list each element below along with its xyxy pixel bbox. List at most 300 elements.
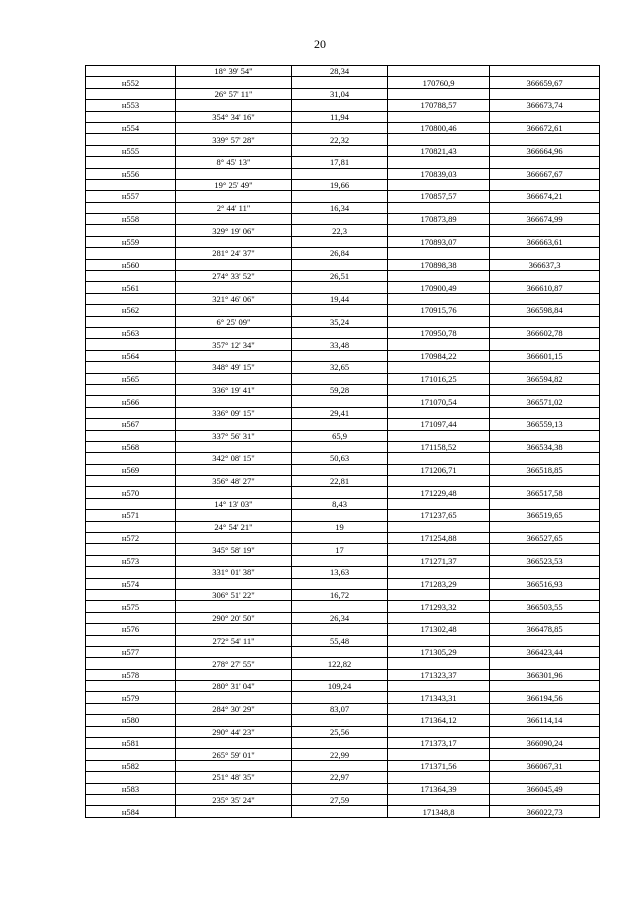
table-row	[86, 487, 600, 498]
point-label-cell	[86, 589, 176, 600]
coordinate-x-cell	[388, 498, 490, 509]
point-label-cell: н564	[86, 350, 176, 361]
point-label-cell	[86, 179, 176, 190]
point-label-cell	[86, 134, 176, 145]
distance-cell: 22,81	[292, 476, 388, 487]
table-row	[86, 305, 600, 316]
distance-cell	[292, 236, 388, 247]
direction-angle-cell	[176, 601, 292, 612]
point-label-cell: н569	[86, 464, 176, 475]
coordinate-x-cell	[388, 703, 490, 714]
table-row	[86, 441, 600, 452]
direction-angle-cell: 337° 56' 31"	[176, 430, 292, 441]
distance-cell	[292, 601, 388, 612]
direction-angle-cell	[176, 327, 292, 338]
coordinate-y-cell	[490, 612, 600, 623]
direction-angle-cell: 357° 12' 34"	[176, 339, 292, 350]
direction-angle-cell	[176, 715, 292, 726]
distance-cell: 32,65	[292, 362, 388, 373]
direction-angle-cell	[176, 282, 292, 293]
distance-cell	[292, 419, 388, 430]
point-label-cell	[86, 225, 176, 236]
point-label-cell: н555	[86, 145, 176, 156]
direction-angle-cell	[176, 122, 292, 133]
distance-cell: 26,84	[292, 248, 388, 259]
coordinate-x-cell	[388, 157, 490, 168]
direction-angle-cell: 284° 30' 29"	[176, 703, 292, 714]
table-row	[86, 362, 600, 373]
distance-cell: 11,94	[292, 111, 388, 122]
table-row	[86, 373, 600, 384]
coordinate-x-cell: 171254,88	[388, 533, 490, 544]
coordinate-x-cell	[388, 635, 490, 646]
point-label-cell	[86, 430, 176, 441]
table-row	[86, 225, 600, 236]
coordinate-x-cell	[388, 612, 490, 623]
coordinate-y-cell	[490, 111, 600, 122]
distance-cell: 22,3	[292, 225, 388, 236]
direction-angle-cell	[176, 533, 292, 544]
direction-angle-cell: 342° 08' 15"	[176, 453, 292, 464]
coordinate-x-cell	[388, 111, 490, 122]
point-label-cell: н568	[86, 441, 176, 452]
table-row	[86, 476, 600, 487]
coordinate-x-cell: 170821,43	[388, 145, 490, 156]
coordinate-y-cell: 366523,53	[490, 555, 600, 566]
direction-angle-cell: 290° 44' 23"	[176, 726, 292, 737]
coordinate-x-cell: 170839,03	[388, 168, 490, 179]
table-row	[86, 100, 600, 111]
distance-cell	[292, 100, 388, 111]
table-row	[86, 134, 600, 145]
distance-cell: 50,63	[292, 453, 388, 464]
coordinate-x-cell	[388, 681, 490, 692]
direction-angle-cell	[176, 350, 292, 361]
direction-angle-cell: 24° 54' 21"	[176, 521, 292, 532]
coordinate-y-cell: 366045,49	[490, 783, 600, 794]
coordinate-y-cell	[490, 498, 600, 509]
table-row	[86, 578, 600, 589]
coordinate-y-cell	[490, 430, 600, 441]
point-label-cell	[86, 384, 176, 395]
direction-angle-cell	[176, 396, 292, 407]
coordinate-x-cell: 170915,76	[388, 305, 490, 316]
distance-cell	[292, 282, 388, 293]
table-row	[86, 510, 600, 521]
point-label-cell	[86, 248, 176, 259]
point-label-cell	[86, 66, 176, 77]
point-label-cell: н580	[86, 715, 176, 726]
coordinate-x-cell	[388, 521, 490, 532]
coordinate-x-cell: 171348,8	[388, 806, 490, 817]
coordinate-x-cell	[388, 134, 490, 145]
coordinate-x-cell: 171097,44	[388, 419, 490, 430]
table-row	[86, 77, 600, 88]
distance-cell	[292, 510, 388, 521]
table-row	[86, 236, 600, 247]
point-label-cell	[86, 88, 176, 99]
distance-cell	[292, 738, 388, 749]
coordinate-x-cell: 171302,48	[388, 624, 490, 635]
point-label-cell: н571	[86, 510, 176, 521]
distance-cell	[292, 441, 388, 452]
point-label-cell	[86, 544, 176, 555]
distance-cell	[292, 373, 388, 384]
coordinate-y-cell: 366610,87	[490, 282, 600, 293]
coordinate-x-cell	[388, 476, 490, 487]
direction-angle-cell	[176, 441, 292, 452]
point-label-cell	[86, 453, 176, 464]
coordinate-y-cell	[490, 658, 600, 669]
point-label-cell: н570	[86, 487, 176, 498]
table-row	[86, 271, 600, 282]
point-label-cell	[86, 726, 176, 737]
coordinate-y-cell: 366571,02	[490, 396, 600, 407]
coordinate-x-cell: 171070,54	[388, 396, 490, 407]
coordinate-y-cell: 366194,56	[490, 692, 600, 703]
table-row	[86, 555, 600, 566]
distance-cell: 59,28	[292, 384, 388, 395]
table-row	[86, 419, 600, 430]
table-row	[86, 738, 600, 749]
distance-cell	[292, 692, 388, 703]
distance-cell: 17,81	[292, 157, 388, 168]
coordinate-y-cell: 366519,65	[490, 510, 600, 521]
direction-angle-cell	[176, 783, 292, 794]
coordinate-x-cell: 171343,31	[388, 692, 490, 703]
coordinate-y-cell	[490, 635, 600, 646]
coordinate-x-cell: 171158,52	[388, 441, 490, 452]
direction-angle-cell	[176, 464, 292, 475]
coordinate-x-cell: 170857,57	[388, 191, 490, 202]
coordinate-x-cell: 171293,32	[388, 601, 490, 612]
table-row	[86, 715, 600, 726]
table-row	[86, 202, 600, 213]
coordinate-x-cell: 171373,17	[388, 738, 490, 749]
point-label-cell	[86, 111, 176, 122]
point-label-cell	[86, 772, 176, 783]
coordinate-y-cell	[490, 248, 600, 259]
coordinate-y-cell	[490, 316, 600, 327]
point-label-cell: н581	[86, 738, 176, 749]
point-label-cell: н565	[86, 373, 176, 384]
distance-cell	[292, 350, 388, 361]
coordinate-x-cell: 170893,07	[388, 236, 490, 247]
distance-cell	[292, 669, 388, 680]
direction-angle-cell: 19° 25' 49"	[176, 179, 292, 190]
table-row	[86, 612, 600, 623]
distance-cell	[292, 578, 388, 589]
table-row	[86, 726, 600, 737]
point-label-cell: н559	[86, 236, 176, 247]
direction-angle-cell	[176, 806, 292, 817]
coordinate-y-cell: 366423,44	[490, 646, 600, 657]
distance-cell	[292, 396, 388, 407]
coordinate-x-cell	[388, 749, 490, 760]
coordinate-y-cell	[490, 134, 600, 145]
distance-cell: 33,48	[292, 339, 388, 350]
point-label-cell	[86, 339, 176, 350]
point-label-cell	[86, 681, 176, 692]
direction-angle-cell	[176, 578, 292, 589]
distance-cell: 55,48	[292, 635, 388, 646]
coordinate-x-cell	[388, 384, 490, 395]
coordinates-table-body	[86, 66, 600, 818]
table-row	[86, 145, 600, 156]
table-row	[86, 214, 600, 225]
distance-cell: 8,43	[292, 498, 388, 509]
distance-cell	[292, 327, 388, 338]
coordinate-y-cell	[490, 157, 600, 168]
direction-angle-cell: 14° 13' 03"	[176, 498, 292, 509]
point-label-cell	[86, 658, 176, 669]
distance-cell	[292, 624, 388, 635]
direction-angle-cell	[176, 236, 292, 247]
coordinate-y-cell	[490, 772, 600, 783]
distance-cell	[292, 715, 388, 726]
coordinate-x-cell: 171237,65	[388, 510, 490, 521]
coordinate-y-cell	[490, 453, 600, 464]
direction-angle-cell: 2° 44' 11"	[176, 202, 292, 213]
distance-cell: 83,07	[292, 703, 388, 714]
point-label-cell	[86, 316, 176, 327]
distance-cell	[292, 646, 388, 657]
direction-angle-cell: 18° 39' 54"	[176, 66, 292, 77]
coordinate-y-cell: 366667,67	[490, 168, 600, 179]
coordinate-y-cell	[490, 589, 600, 600]
coordinate-y-cell	[490, 339, 600, 350]
direction-angle-cell	[176, 259, 292, 270]
coordinate-y-cell	[490, 293, 600, 304]
point-label-cell: н558	[86, 214, 176, 225]
distance-cell: 25,56	[292, 726, 388, 737]
distance-cell: 16,34	[292, 202, 388, 213]
point-label-cell: н582	[86, 760, 176, 771]
coordinate-y-cell	[490, 271, 600, 282]
direction-angle-cell	[176, 646, 292, 657]
coordinate-y-cell	[490, 476, 600, 487]
coordinate-y-cell: 366598,84	[490, 305, 600, 316]
coordinate-x-cell	[388, 567, 490, 578]
coordinate-y-cell: 366659,67	[490, 77, 600, 88]
direction-angle-cell	[176, 692, 292, 703]
distance-cell: 122,82	[292, 658, 388, 669]
coordinate-y-cell: 366090,24	[490, 738, 600, 749]
table-row	[86, 795, 600, 806]
table-row	[86, 327, 600, 338]
table-row	[86, 806, 600, 817]
point-label-cell	[86, 362, 176, 373]
distance-cell: 65,9	[292, 430, 388, 441]
point-label-cell	[86, 567, 176, 578]
coordinate-x-cell	[388, 248, 490, 259]
table-row	[86, 248, 600, 259]
coordinate-y-cell	[490, 567, 600, 578]
distance-cell	[292, 305, 388, 316]
point-label-cell: н553	[86, 100, 176, 111]
point-label-cell: н567	[86, 419, 176, 430]
coordinate-y-cell	[490, 225, 600, 236]
coordinate-y-cell	[490, 66, 600, 77]
direction-angle-cell: 281° 24' 37"	[176, 248, 292, 259]
point-label-cell	[86, 498, 176, 509]
distance-cell: 28,34	[292, 66, 388, 77]
table-row	[86, 282, 600, 293]
direction-angle-cell: 345° 58' 19"	[176, 544, 292, 555]
coordinate-y-cell: 366664,96	[490, 145, 600, 156]
table-row	[86, 168, 600, 179]
distance-cell: 29,41	[292, 407, 388, 418]
coordinate-x-cell	[388, 430, 490, 441]
table-row	[86, 191, 600, 202]
point-label-cell: н575	[86, 601, 176, 612]
table-row	[86, 179, 600, 190]
direction-angle-cell: 354° 34' 16"	[176, 111, 292, 122]
direction-angle-cell	[176, 145, 292, 156]
distance-cell: 27,59	[292, 795, 388, 806]
coordinate-y-cell	[490, 179, 600, 190]
distance-cell: 19,66	[292, 179, 388, 190]
distance-cell	[292, 168, 388, 179]
coordinate-x-cell: 171371,56	[388, 760, 490, 771]
point-label-cell	[86, 703, 176, 714]
coordinate-x-cell	[388, 772, 490, 783]
distance-cell	[292, 77, 388, 88]
coordinate-x-cell	[388, 66, 490, 77]
point-label-cell: н560	[86, 259, 176, 270]
coordinate-x-cell: 170760,9	[388, 77, 490, 88]
coordinate-x-cell	[388, 179, 490, 190]
distance-cell: 26,51	[292, 271, 388, 282]
direction-angle-cell: 321° 46' 06"	[176, 293, 292, 304]
table-row	[86, 544, 600, 555]
distance-cell: 17	[292, 544, 388, 555]
point-label-cell: н563	[86, 327, 176, 338]
coordinate-x-cell: 171323,37	[388, 669, 490, 680]
direction-angle-cell: 265° 59' 01"	[176, 749, 292, 760]
point-label-cell	[86, 612, 176, 623]
distance-cell: 16,72	[292, 589, 388, 600]
direction-angle-cell: 26° 57' 11"	[176, 88, 292, 99]
direction-angle-cell	[176, 760, 292, 771]
coordinate-x-cell	[388, 407, 490, 418]
table-row	[86, 111, 600, 122]
point-label-cell: н572	[86, 533, 176, 544]
coordinate-y-cell: 366067,31	[490, 760, 600, 771]
coordinate-x-cell	[388, 225, 490, 236]
coordinate-x-cell	[388, 339, 490, 350]
table-row	[86, 66, 600, 77]
table-row	[86, 384, 600, 395]
distance-cell: 109,24	[292, 681, 388, 692]
direction-angle-cell	[176, 168, 292, 179]
coordinate-x-cell	[388, 271, 490, 282]
distance-cell: 22,99	[292, 749, 388, 760]
point-label-cell	[86, 157, 176, 168]
coordinate-y-cell: 366517,58	[490, 487, 600, 498]
table-row	[86, 624, 600, 635]
distance-cell	[292, 259, 388, 270]
coordinate-y-cell: 366478,85	[490, 624, 600, 635]
table-row	[86, 533, 600, 544]
coordinate-x-cell: 171305,29	[388, 646, 490, 657]
distance-cell	[292, 122, 388, 133]
direction-angle-cell	[176, 305, 292, 316]
point-label-cell: н566	[86, 396, 176, 407]
point-label-cell: н578	[86, 669, 176, 680]
table-row	[86, 567, 600, 578]
coordinate-y-cell: 366559,13	[490, 419, 600, 430]
direction-angle-cell: 6° 25' 09"	[176, 316, 292, 327]
direction-angle-cell: 348° 49' 15"	[176, 362, 292, 373]
point-label-cell	[86, 271, 176, 282]
table-row	[86, 464, 600, 475]
direction-angle-cell: 306° 51' 22"	[176, 589, 292, 600]
direction-angle-cell: 331° 01' 38"	[176, 567, 292, 578]
distance-cell	[292, 145, 388, 156]
table-row	[86, 749, 600, 760]
coordinate-y-cell	[490, 521, 600, 532]
table-row	[86, 772, 600, 783]
distance-cell	[292, 533, 388, 544]
table-row	[86, 692, 600, 703]
coordinate-y-cell: 366516,93	[490, 578, 600, 589]
direction-angle-cell	[176, 487, 292, 498]
table-row	[86, 293, 600, 304]
coordinate-y-cell	[490, 795, 600, 806]
direction-angle-cell	[176, 77, 292, 88]
table-row	[86, 783, 600, 794]
coordinate-x-cell	[388, 453, 490, 464]
direction-angle-cell: 235° 35' 24"	[176, 795, 292, 806]
coordinate-x-cell: 170900,49	[388, 282, 490, 293]
point-label-cell: н583	[86, 783, 176, 794]
table-row	[86, 589, 600, 600]
direction-angle-cell	[176, 510, 292, 521]
direction-angle-cell: 329° 19' 06"	[176, 225, 292, 236]
direction-angle-cell	[176, 373, 292, 384]
distance-cell: 19,44	[292, 293, 388, 304]
coordinate-y-cell	[490, 407, 600, 418]
coordinate-x-cell	[388, 544, 490, 555]
coordinate-y-cell: 366114,14	[490, 715, 600, 726]
table-row	[86, 646, 600, 657]
coordinate-y-cell: 366503,55	[490, 601, 600, 612]
distance-cell	[292, 464, 388, 475]
distance-cell	[292, 214, 388, 225]
coordinate-x-cell	[388, 88, 490, 99]
coordinate-y-cell: 366518,85	[490, 464, 600, 475]
distance-cell	[292, 487, 388, 498]
table-row	[86, 601, 600, 612]
direction-angle-cell	[176, 555, 292, 566]
point-label-cell: н561	[86, 282, 176, 293]
coordinate-y-cell	[490, 202, 600, 213]
table-row	[86, 122, 600, 133]
coordinate-x-cell: 171283,29	[388, 578, 490, 589]
coordinate-x-cell: 171016,25	[388, 373, 490, 384]
distance-cell	[292, 783, 388, 794]
point-label-cell: н573	[86, 555, 176, 566]
point-label-cell	[86, 293, 176, 304]
page-number: 20	[314, 37, 326, 51]
coordinate-y-cell: 366663,61	[490, 236, 600, 247]
table-row	[86, 407, 600, 418]
table-row	[86, 316, 600, 327]
table-row	[86, 350, 600, 361]
table-row	[86, 681, 600, 692]
direction-angle-cell: 280° 31' 04"	[176, 681, 292, 692]
